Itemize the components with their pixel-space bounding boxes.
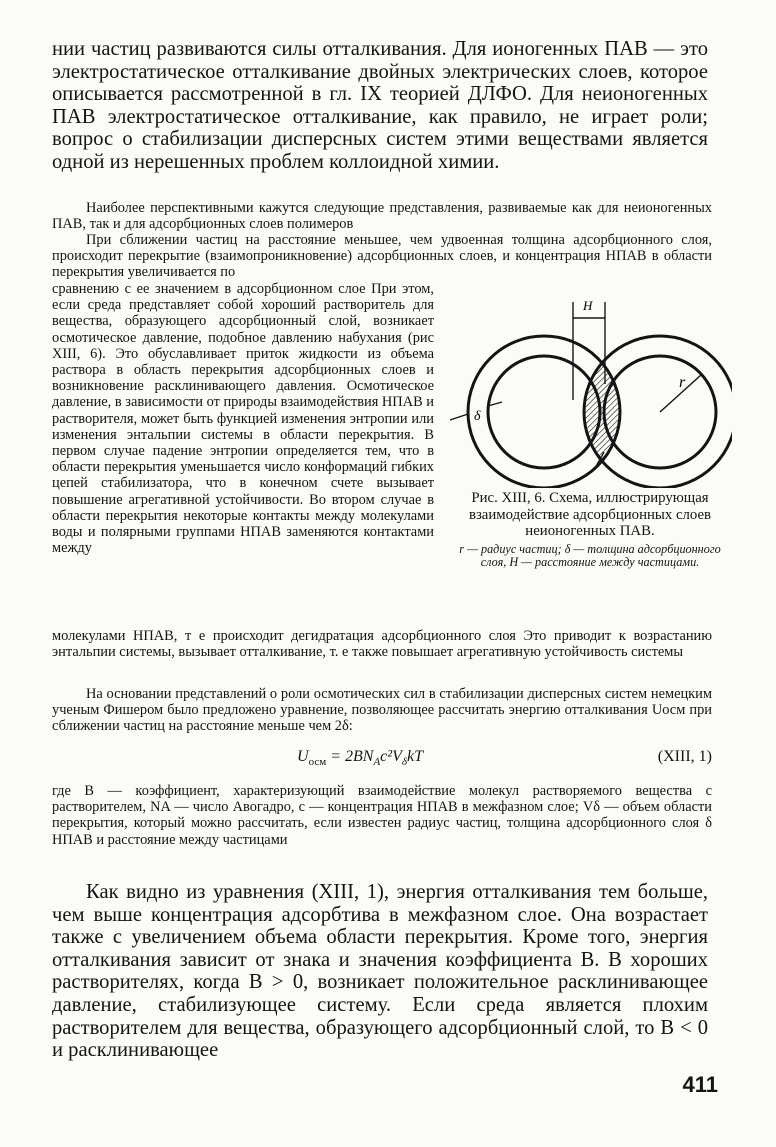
- label-H: H: [583, 298, 593, 313]
- overlap-diagram: [444, 288, 732, 488]
- paragraph-osmotic-pressure: сравнению с ее значением в адсорбционном слое При этом, если среда представляет собой хороший растворитель для вещества, образующего адсорбционный слой, возникает осмотическое давление, подобное давлению набухания (рис XIII, 6). Это обуславливает приток жидкости из объема раствора в область перекрытия адсорбционных слоев и возникновение расклинивающего давления. Осмотическое давление, в зависимости от природы взаимодействия НПАВ и растворителя, может быть функцией изменения энтропии или изменения энтальпии системы в области перекрытия. В первом случае падение энтропии определяется тем, что в области перекрытия уменьшается число конформаций гибких цепей стабилизатора, что в конечном счете вызывает повышение агрегативной устойчивости. Во втором случае в области перекрытия некоторые контакты между молекулами воды и полярными группами НПАВ заменяются контактами между: [52, 281, 434, 557]
- equation-xiii-1: [52, 748, 712, 774]
- delta-arrow-outer: [450, 414, 468, 420]
- caption-title: Рис. XIII, 6. Схема, иллюстрирующая взаимодействие адсорбционных слоев неионогенных ПАВ.: [468, 490, 712, 539]
- bottom-paragraph: Как видно из уравнения (XIII, 1), энергия отталкивания тем больше, чем выше концентрация адсорбтива в межфазном слое. Она возрастает также с увеличением объема области перекрытия. Кроме того, энергия отталкивания зависит от знака и значения коэффициента B. В хороших растворителях, когда B > 0, возникает положительное расклинивающее давление, стабилизующее систему. Если среда является плохим растворителем для вещества, образующего адсорбционный слой, то B < 0 и расклинивающее: [52, 881, 708, 1062]
- label-delta: δ: [474, 409, 481, 424]
- caption-legend: r — радиус частиц; δ — толщина адсорбционного слоя, H — расстояние между частицами.: [459, 541, 721, 569]
- top-paragraph: нии частиц развиваются силы отталкивания. Для ионогенных ПАВ — это электростатическое отталкивание двойных электрических слоев, которое описывается рассмотренной в гл. IX теорией ДЛФО. Для неионогенных ПАВ электростатическое отталкивание, как правило, не играет роли; вопрос о стабилизации дисперсных систем этими веществами является одной из нерешенных проблем коллоидной химии.: [52, 38, 708, 173]
- equation-number: (XIII, 1): [657, 748, 712, 765]
- paragraph-perspective: Наиболее перспективными кажутся следующие представления, развиваемые как для неионогенных ПАВ, так и для адсорбционных слоев полимеров: [52, 200, 712, 233]
- figure-caption: [454, 490, 726, 569]
- page-number: 411: [682, 1072, 718, 1097]
- paragraph-dehydration: молекулами НПАВ, т е происходит дегидратация адсорбционного слоя Это приводит к возрастанию энтальпии системы, вызывает отталкивание, т. е также повышает агрегативную устойчивость системы: [52, 628, 712, 661]
- paragraph-overlap: При сближении частиц на расстояние меньшее, чем удвоенная толщина адсорбционного слоя, происходит перекрытие (взаимопроникновение) адсорбционных слоев, и концентрация НПАВ в области перекрытия увеличивается по: [52, 232, 712, 281]
- paragraph-fischer: На основании представлений о роли осмотических сил в стабилизации дисперсных систем немецким ученым Фишером было предложено уравнение, позволяющее рассчитать энергию отталкивания Uосм при сближении частиц на расстояние меньше чем 2δ:: [52, 686, 712, 735]
- paragraph-legend-symbols: где B — коэффициент, характеризующий взаимодействие молекул растворяемого вещества с растворителем, NA — число Авогадро, c — концентрация НПАВ в межфазном слое; Vδ — объем области перекрытия, который можно рассчитать, если известен радиус частиц, толщина адсорбционного слоя δ НПАВ и расстояние между частицами: [52, 783, 712, 848]
- label-r: r: [679, 374, 686, 391]
- overlap-figure: [444, 288, 732, 488]
- equation-formula: $U_{осм} = 2BN_Ac^2V_\delta kT$: [297, 748, 423, 769]
